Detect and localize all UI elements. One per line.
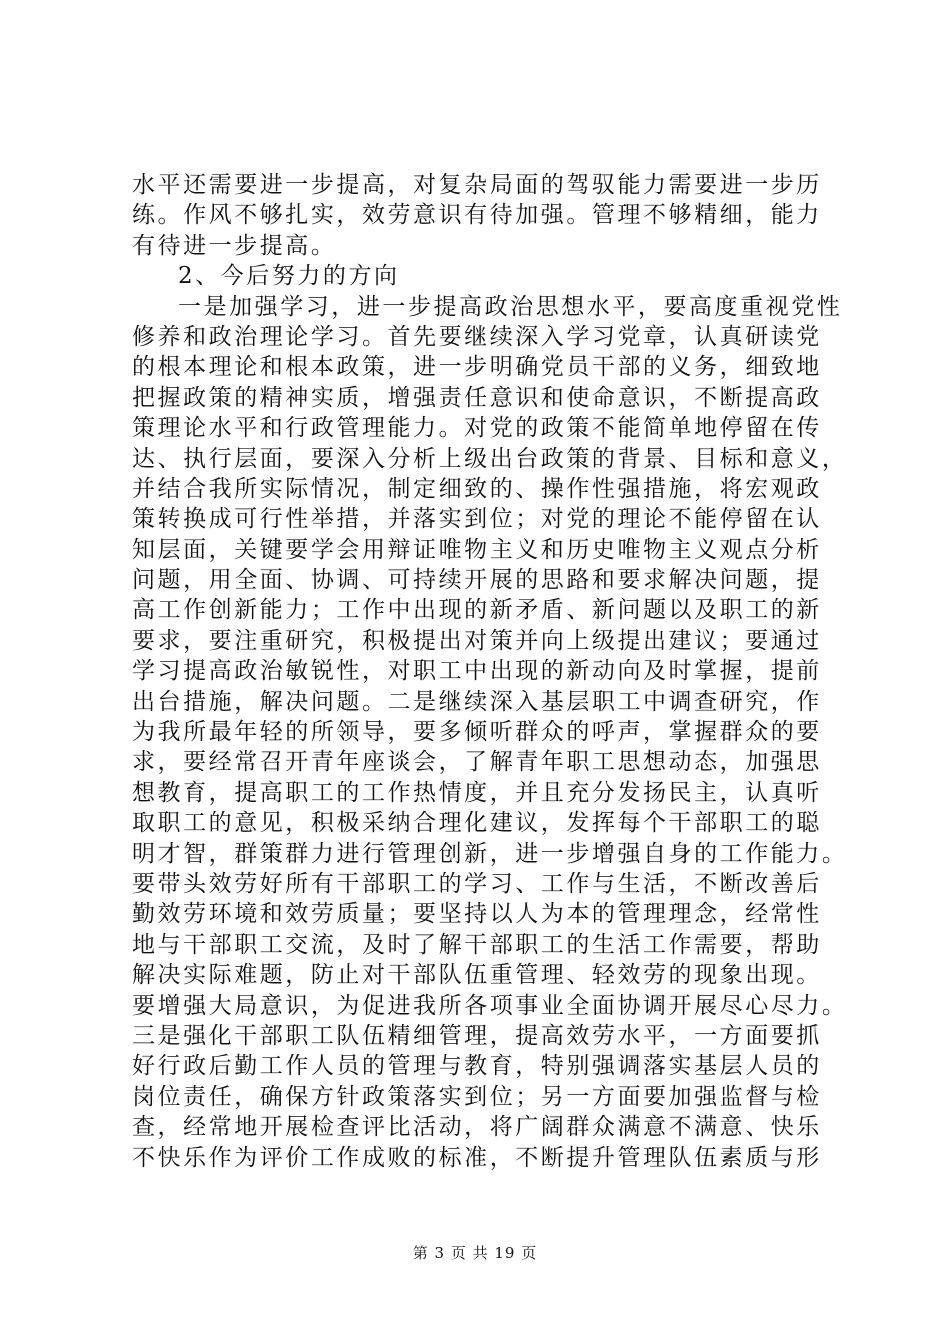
text-line: 达、执行层面，要深入分析上级出台政策的背景、目标和意义， bbox=[132, 445, 848, 472]
text-line: 明才智，群策群力进行管理创新，进一步增强自身的工作能力。 bbox=[132, 840, 848, 867]
text-line: 策理论水平和行政管理能力。对党的政策不能简单地停留在传 bbox=[132, 415, 822, 442]
text-line: 水平还需要进一步提高，对复杂局面的驾驭能力需要进一步历 bbox=[132, 172, 822, 198]
text-line: 2、今后努力的方向 bbox=[178, 263, 400, 290]
body-text bbox=[132, 170, 848, 1173]
text-line: 地与干部职工交流，及时了解干部职工的生活工作需要，帮助 bbox=[132, 931, 822, 958]
text-line: 有待进一步提高。 bbox=[132, 232, 337, 259]
text-line: 要增强大局意识，为促进我所各项事业全面协调开展尽心尽力。 bbox=[132, 992, 848, 1019]
text-line: 三是强化干部职工队伍精细管理，提高效劳水平，一方面要抓 bbox=[132, 1022, 822, 1049]
text-line: 练。作风不够扎实，效劳意识有待加强。管理不够精细，能力 bbox=[132, 202, 822, 229]
text-line: 勤效劳环境和效劳质量；要坚持以人为本的管理理念，经常性 bbox=[132, 901, 822, 928]
text-line: 要求，要注重研究，积极提出对策并向上级提出建议；要通过 bbox=[132, 627, 822, 654]
text-line: 要带头效劳好所有干部职工的学习、工作与生活，不断改善后 bbox=[132, 870, 822, 897]
text-line: 想教育，提高职工的工作热情度，并且充分发扬民主，认真听 bbox=[132, 779, 822, 806]
text-line: 出台措施，解决问题。二是继续深入基层职工中调查研究，作 bbox=[132, 688, 822, 715]
text-line: 并结合我所实际情况，制定细致的、操作性强措施，将宏观政 bbox=[132, 475, 822, 502]
text-line: 为我所最年轻的所领导，要多倾听群众的呼声，掌握群众的要 bbox=[132, 719, 822, 746]
text-line: 修养和政治理论学习。首先要继续深入学习党章，认真研读党 bbox=[132, 323, 822, 350]
text-line: 岗位责任，确保方针政策落实到位；另一方面要加强监督与检 bbox=[132, 1083, 822, 1110]
text-line: 好行政后勤工作人员的管理与教育，特别强调落实基层人员的 bbox=[132, 1053, 822, 1080]
text-line: 把握政策的精神实质，增强责任意识和使命意识，不断提高政 bbox=[132, 384, 822, 411]
text-line: 不快乐作为评价工作成败的标准，不断提升管理队伍素质与形 bbox=[132, 1144, 822, 1171]
text-line: 问题，用全面、协调、可持续开展的思路和要求解决问题，提 bbox=[132, 567, 822, 594]
text-line: 策转换成可行性举措，并落实到位；对党的理论不能停留在认 bbox=[132, 506, 822, 533]
text-line: 的根本理论和根本政策，进一步明确党员干部的义务，细致地 bbox=[132, 354, 822, 381]
text-line: 一是加强学习，进一步提高政治思想水平，要高度重视党性 bbox=[178, 293, 843, 320]
text-line: 知层面，关键要学会用辩证唯物主义和历史唯物主义观点分析 bbox=[132, 536, 822, 563]
text-line: 查，经常地开展检查评比活动，将广阔群众满意不满意、快乐 bbox=[132, 1114, 822, 1141]
text-line: 高工作创新能力；工作中出现的新矛盾、新问题以及职工的新 bbox=[132, 597, 822, 624]
text-line: 解决实际难题，防止对干部队伍重管理、轻效劳的现象出现。 bbox=[132, 962, 822, 989]
text-line: 取职工的意见，积极采纳合理化建议，发挥每个干部职工的聪 bbox=[132, 810, 822, 837]
page-footer: 第 3 页 共 19 页 bbox=[412, 1244, 538, 1262]
text-line: 学习提高政治敏锐性，对职工中出现的新动向及时掌握，提前 bbox=[132, 658, 822, 685]
text-line: 求，要经常召开青年座谈会，了解青年职工思想动态，加强思 bbox=[132, 749, 822, 776]
